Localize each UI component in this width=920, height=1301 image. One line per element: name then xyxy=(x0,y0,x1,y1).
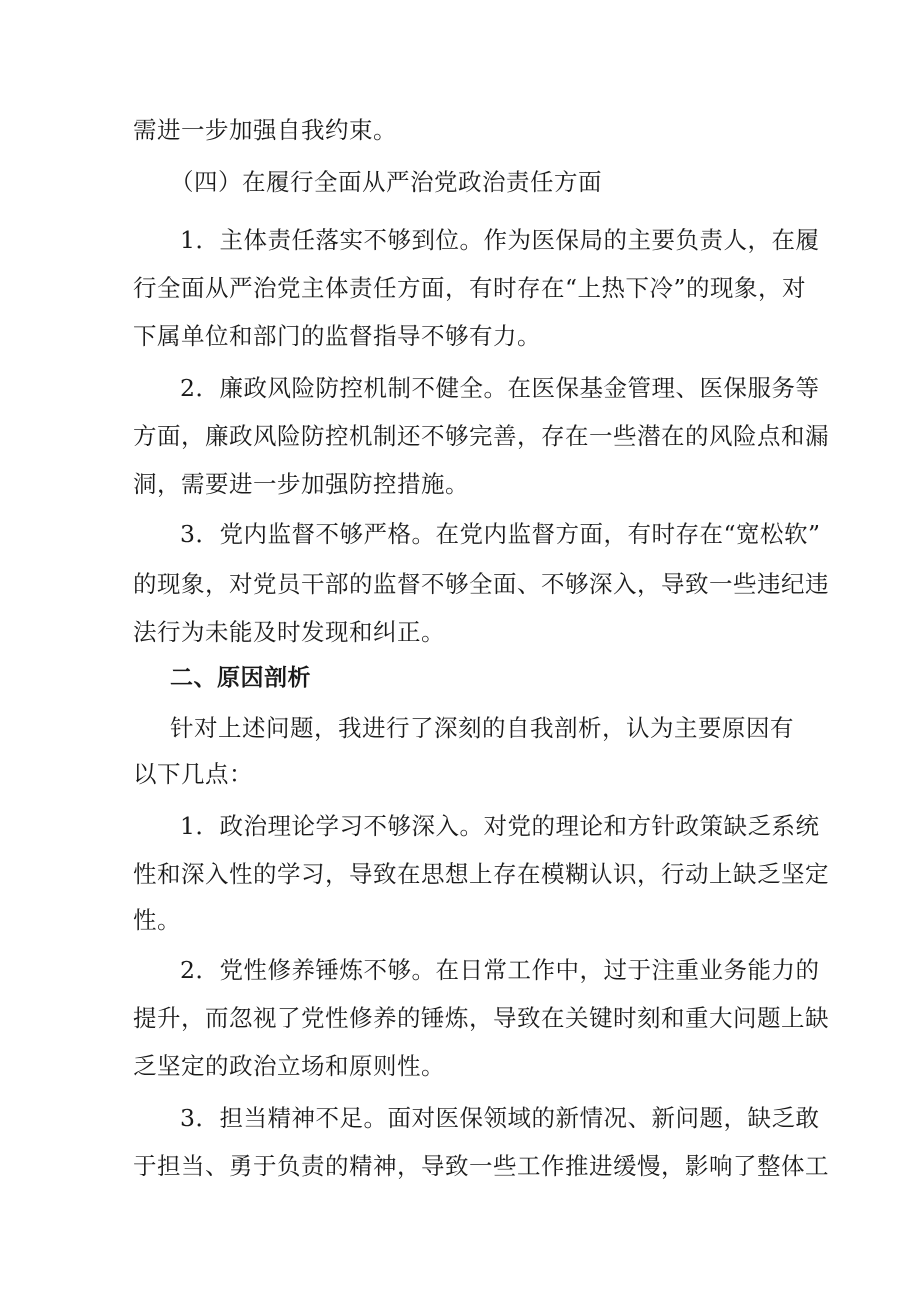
text-line: 性。 xyxy=(133,906,181,934)
text-line: 下属单位和部门的监督指导不够有力。 xyxy=(133,322,541,350)
text-line: 方面，廉政风险防控机制还不够完善，存在一些潜在的风险点和漏 xyxy=(133,422,829,450)
text-line: 以下几点： xyxy=(133,760,253,788)
text-line: 行全面从严治党主体责任方面，有时存在“上热下冷”的现象，对 xyxy=(133,274,807,302)
text-line: 洞，需要进一步加强防控措施。 xyxy=(133,470,469,498)
text-line: 3．担当精神不足。面对医保领域的新情况、新问题，缺乏敢 xyxy=(180,1104,820,1132)
text-line: 针对上述问题，我进行了深刻的自我剖析，认为主要原因有 xyxy=(170,714,794,742)
text-line: 性和深入性的学习，导致在思想上存在模糊认识，行动上缺乏坚定 xyxy=(133,860,829,888)
text-line: 提升，而忽视了党性修养的锤炼，导致在关键时刻和重大问题上缺 xyxy=(133,1004,829,1032)
text-line: 于担当、勇于负责的精神，导致一些工作推进缓慢，影响了整体工 xyxy=(133,1152,829,1180)
text-line: 2．廉政风险防控机制不健全。在医保基金管理、医保服务等 xyxy=(180,374,820,402)
section-heading: （四）在履行全面从严治党政治责任方面 xyxy=(170,168,602,196)
text-line: 2．党性修养锤炼不够。在日常工作中，过于注重业务能力的 xyxy=(180,956,820,984)
text-line: 乏坚定的政治立场和原则性。 xyxy=(133,1052,445,1080)
text-line: 1．政治理论学习不够深入。对党的理论和方针政策缺乏系统 xyxy=(180,812,820,840)
text-line: 法行为未能及时发现和纠正。 xyxy=(133,618,445,646)
text-line: 的现象，对党员干部的监督不够全面、不够深入，导致一些违纪违 xyxy=(133,570,829,598)
text-line: 3．党内监督不够严格。在党内监督方面，有时存在“宽松软” xyxy=(180,520,821,548)
text-line: 需进一步加强自我约束。 xyxy=(133,116,397,144)
text-line: 1．主体责任落实不够到位。作为医保局的主要负责人，在履 xyxy=(180,226,820,254)
section-heading: 二、原因剖析 xyxy=(170,665,311,691)
